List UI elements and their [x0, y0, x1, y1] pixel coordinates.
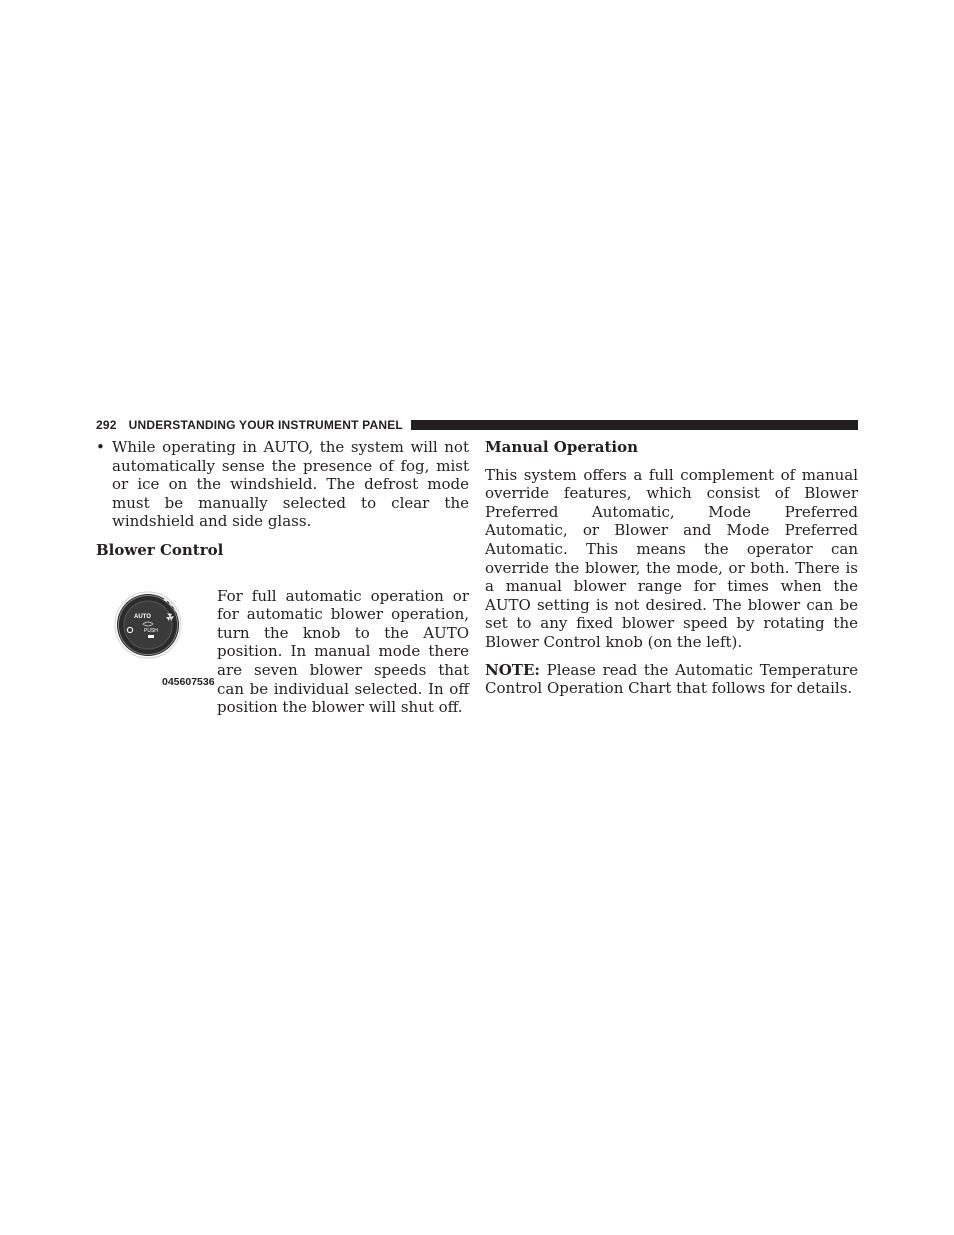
- knob-indicator-icon: [148, 635, 154, 638]
- bullet-item: [96, 438, 469, 531]
- blower-knob-figure: [114, 587, 215, 691]
- note-paragraph: [485, 661, 858, 698]
- note-label: NOTE:: [485, 660, 540, 679]
- right-column: [485, 438, 858, 698]
- left-column: [96, 438, 469, 717]
- figure-code: 045607536: [162, 675, 215, 688]
- manual-operation-paragraph: This system offers a full complement of manual override features, which consist of Blower Preferred Automatic, Mode Preferred Automatic, or Blower and Mode Preferred Automatic. This means the operator can override the blower, the mode, or both. There is a manual blower range for times when the AUTO setting is not desired. The blower can be set to any fixed blower speed by rotating the Blower Control knob (on the left).: [485, 465, 858, 651]
- section-title: UNDERSTANDING YOUR INSTRUMENT PANEL: [128, 417, 403, 432]
- header-bar: [411, 420, 858, 430]
- knob-push-label: PUSH: [144, 627, 158, 634]
- blower-description: For full automatic operation or for automatic blower operation, turn the knob to the AUTO position. In manual mode there are seven blower speeds that can be individual selected. In off position the blower will shut off.: [217, 586, 469, 717]
- manual-operation-heading: Manual Operation: [485, 438, 639, 456]
- blower-figure-row: [96, 586, 469, 717]
- note-text: Please read the Automatic Temperature Control Operation Chart that follows for details.: [485, 660, 858, 698]
- knob-auto-label: AUTO: [134, 613, 151, 620]
- blower-control-heading: Blower Control: [96, 540, 224, 559]
- page-number: 292: [96, 417, 117, 432]
- bullet-icon: •: [96, 438, 105, 456]
- bullet-text: While operating in AUTO, the system will not automatically sense the presence of fog, mist or ice on the windshield. The defrost mode must be manually selected to clear the windshield and side glass.: [112, 438, 469, 531]
- page-header: [96, 416, 858, 433]
